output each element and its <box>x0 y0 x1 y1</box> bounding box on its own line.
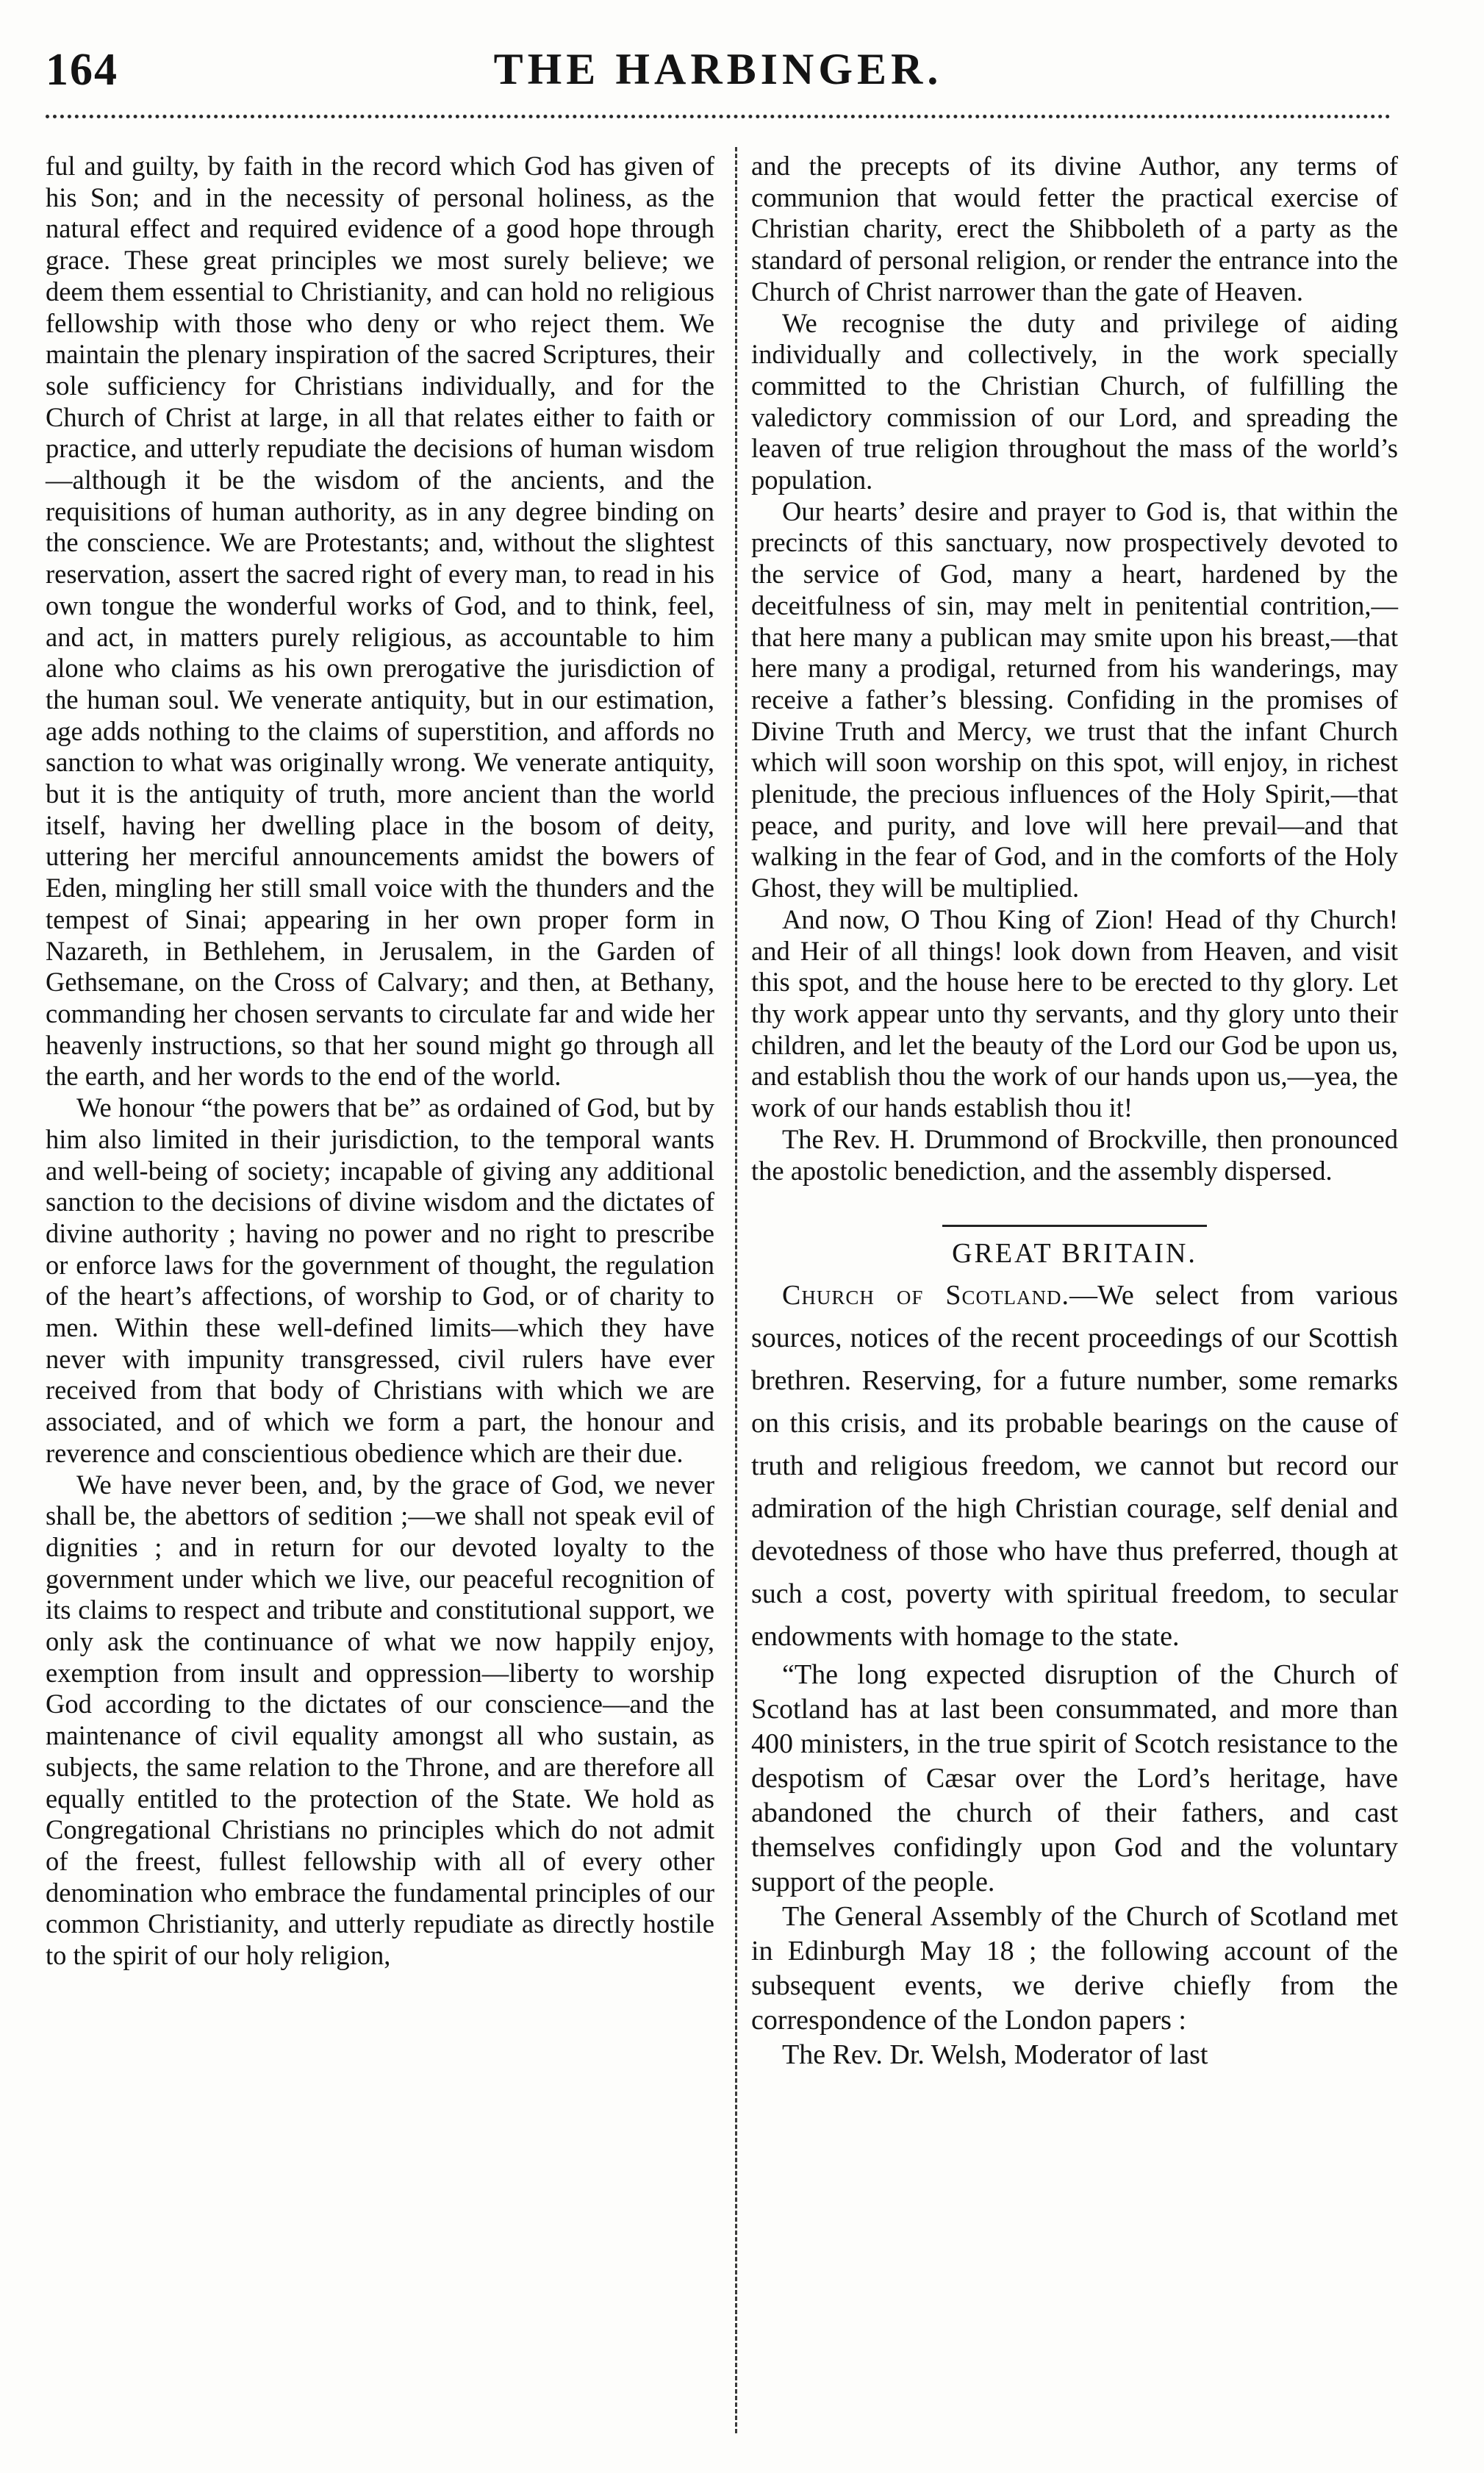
running-title: THE HARBINGER. <box>493 45 943 93</box>
right-paragraph-1: and the precepts of its divine Author, any terms of communion that would fetter the practical exercise of Christian charity, erect the Shibboleth of a party as the standard of personal religion, or render the entrance into the Church of Christ narrower than the gate of Heaven. <box>751 151 1398 307</box>
right-paragraph-3: Our hearts’ desire and prayer to God is, that within the precincts of this sanctuary, now prospectively devoted to the service of God, many a heart, hardened by the deceitfulness of sin, may melt in penitential contrition,—that here many a publican may smite upon his breast,—that here many a prodigal, returned from his wanderings, may receive a father’s blessing. Confiding in the promises of Divine Truth and Mercy, we trust that the infant Church which will soon worship on this spot, will enjoy, in richest plenitude, the precious influences of the Holy Spirit,—that peace, and purity, and love will here prevail—and that walking in the fear of God, and in the comforts of the Holy Ghost, they will be multiplied. <box>751 495 1398 903</box>
section-paragraph-2: The General Assembly of the Church of Scotland met in Edinburgh May 18 ; the following account of the subsequent events, we derive chiefly from the correspondence of the London papers : <box>751 1901 1398 2036</box>
left-column <box>46 151 714 1972</box>
right-paragraph-4: And now, O Thou King of Zion! Head of thy Church! and Heir of all things! look down from Heaven, and visit this spot, and the house here to be erected to thy glory. Let thy work appear unto thy servants, and thy glory unto their children, and let the beauty of the Lord our God be upon us, and establish thou the work of our hands upon us,—yea, the work of our hands establish thou it! <box>751 903 1398 1123</box>
left-paragraph-3: We have never been, and, by the grace of God, we never shall be, the abettors of sedition ;—we shall not speak evil of dignities ; and in return for our devoted loyalty to the government under which we live, our peaceful recognition of its claims to respect and tribute and constitutional support, we only ask the continuance of what we now happily enjoy, exemption from insult and oppression—liberty to worship God according to the dictates of our conscience—and the maintenance of civil equality amongst all who sustain, as subjects, the same relation to the Throne, and are therefore all equally entitled to the protection of the State. We hold as Congregational Christians no principles which do not admit of the freest, fullest fellowship with all of every other denomination who embrace the fundamental principles of our common Christianity, and utterly repudiate as directly hostile to the spirit of our holy religion, <box>46 1469 714 1971</box>
address-continuation <box>751 151 1398 1187</box>
section-paragraph-3: The Rev. Dr. Welsh, Moderator of last <box>782 2039 1208 2071</box>
section-divider <box>942 1225 1207 1227</box>
section-body <box>751 1658 1398 2072</box>
page-header <box>46 44 1391 110</box>
lead-text: —We select from various sources, notices of the recent proceedings of our Scottish brethren. Reserving, for a future number, some remarks on this crisis, and its probable bearings on the cause of truth and religious freedom, we cannot but record our admiration of the high Christian courage, self denial and devotedness of those who have thus preferred, though at such a cost, poverty with spiritual freedom, to secular endowments with homage to the state. <box>751 1280 1398 1653</box>
left-paragraph-2: We honour “the powers that be” as ordained of God, but by him also limited in their jurisdiction, to the temporal wants and well-being of society; incapable of giving any additional sanction to the decisions of divine wisdom and the dictates of divine authority ; having no power and no right to prescribe or enforce laws for the government of thought, the regulation of the heart’s affections, of worship to God, or of charity to men. Within these well-defined limits—which they have never with impunity transgressed, civil rulers have ever received from that body of Christians with which we are associated, and of which we form a part, the honour and reverence and conscientious obedience which are their due. <box>46 1092 714 1468</box>
page-number: 164 <box>46 45 118 95</box>
right-paragraph-5: The Rev. H. Drummond of Brockville, then pronounced the apostolic benediction, and the assembly dispersed. <box>751 1123 1398 1186</box>
section-lead <box>751 1274 1398 1658</box>
left-paragraph-1: ful and guilty, by faith in the record which God has given of his Son; and in the necessity of personal holiness, as the natural effect and required evidence of a good hope through grace. These great principles we most surely believe; we deem them essential to Christianity, and can hold no religious fellowship with those who deny or who reject them. We maintain the plenary inspiration of the sacred Scriptures, their sole sufficiency for Christians individually, and for the Church of Christ at large, in all that relates either to faith or practice, and utterly repudiate the decisions of human wisdom—although it be the wisdom of the ancients, and the requisitions of human authority, as in any degree binding on the conscience. We are Protestants; and, without the slightest reservation, assert the sacred right of every man, to read in his own tongue the wonderful works of God, and to think, feel, and act, in matters purely religious, as accountable to him alone who claims as his own prerogative the jurisdiction of the human soul. We venerate antiquity, but in our estimation, age adds nothing to the claims of superstition, and affords no sanction to what was originally wrong. We venerate antiquity, but it is the antiquity of truth, more ancient than the world itself, having her dwelling place in the bosom of deity, uttering her merciful announcements amidst the bowers of Eden, mingling her still small voice with the thunders and the tempest of Sinai; appearing in her own proper form in Nazareth, in Bethlehem, in Jerusalem, in the Garden of Gethsemane, on the Cross of Calvary; and then, at Bethany, commanding her chosen servants to circulate far and wide her heavenly instructions, so that her sound might go through all the earth, and her words to the end of the world. <box>46 151 714 1092</box>
header-rule <box>46 115 1391 118</box>
right-paragraph-2: We recognise the duty and privilege of aiding individually and collectively, in the work specially committed to the Christian Church, of fulfilling the valedictory commission of our Lord, and spreading the leaven of true religion throughout the mass of the world’s population. <box>751 307 1398 495</box>
column-divider <box>735 147 737 2433</box>
section-heading: GREAT BRITAIN. <box>952 1238 1197 1270</box>
section-paragraph-1: “The long expected disruption of the Church of Scotland has at last been consummated, and more than 400 ministers, in the true spirit of Scotch resistance to the despotism of Cæsar over the Lord’s heritage, have abandoned the church of their fathers, and cast themselves confidingly upon God and the voluntary support of the people. <box>751 1659 1398 1898</box>
right-column <box>751 151 1398 2072</box>
lead-label: Church of Scotland. <box>782 1280 1070 1311</box>
